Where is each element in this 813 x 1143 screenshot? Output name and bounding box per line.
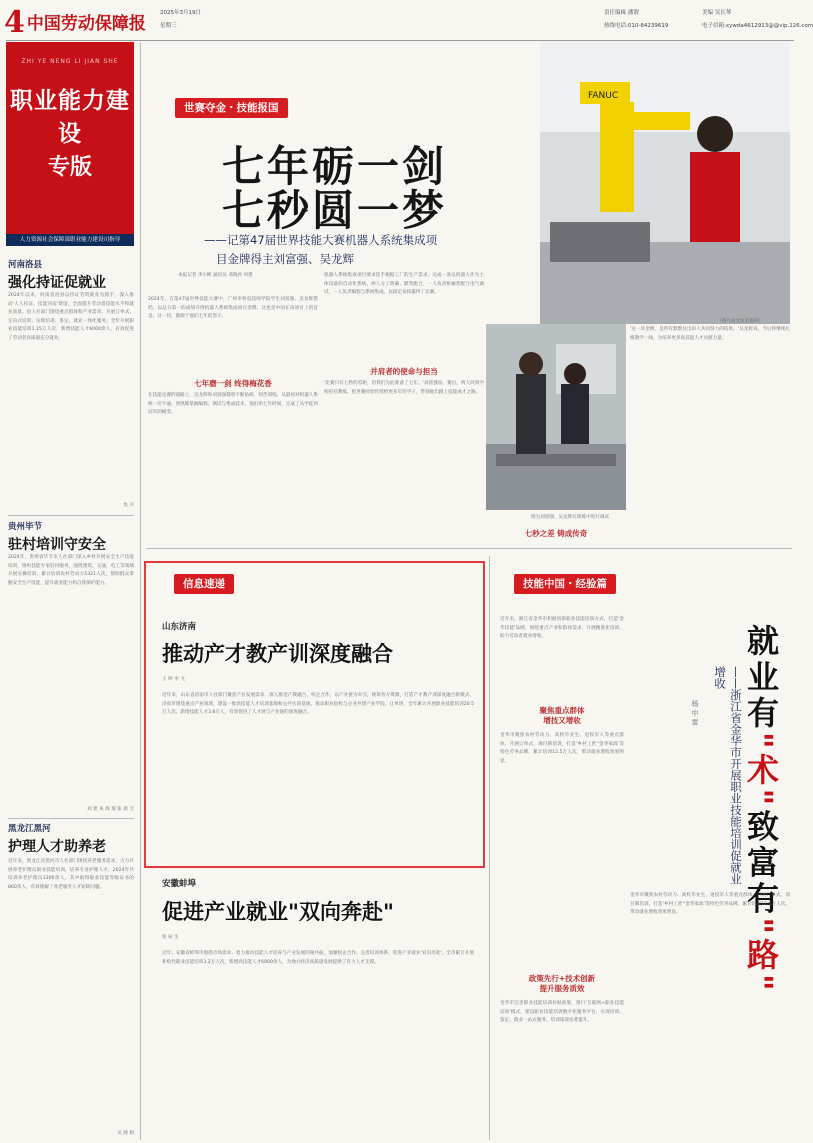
column-rule [140,42,141,1140]
feature-subhead-2: 并肩者的使命与担当 [370,367,438,376]
editor-phone: 热线电话:010-84239619 [604,23,669,29]
left-article1-location: 河南洛县 [8,260,43,270]
skill-intro: 近年来，浙江省金华市积极创新职业技能培训方式，打造'金华技能'品牌，围绕重点产业和群体需求，开展精准化培训，助力劳动者就业增收。 [500,617,624,639]
anhui-title: 促进产业就业"双向奔赴" [162,900,394,924]
feature-byline: 本报记者 李小彬 通讯员 邓晓亮 何建 [178,273,253,278]
info-tag: 信息速递 [174,574,234,594]
left-article1-body: 2024年以来，河南省洛县以持证劳资就业为抓手，深入推动'人人持证、技能河南'建设，全面提升劳动者技能水平和就业质量。县人社部门围绕重点群体和产业需求，开展订单式、定向式培训，实现培训、鉴定、就业一体化服务。全年开展职业技能培训1.15万人次，新增技能人才6000余人，有效促进了劳动者高质量充分就业。 [8,293,134,341]
section-header [6,42,134,234]
left-article1-title: 强化持证促就业 [8,275,106,291]
section-footer: 人力资源社会保障部职业能力建设司指导 [6,234,134,246]
feature-bottom-rule [146,548,792,549]
left-article3-body: 近年来，黑龙江省黑河市人社部门围绕养老服务需求，大力开展养老护理员职业技能培训，培养专业护理人才，2024年共培训养老护理员1200余人，其中取得职业技能等级证书的860余人，有效缓解了养老服务人才短缺问题。 [8,859,134,890]
page-number: 4 [4,5,25,40]
robot-training-photo [486,324,626,510]
section-pinyin: ZHI YE NENG LI JIAN SHE [21,58,119,65]
left-article2-sign: 刘 建 朱 海 瑞 张 新 天 [87,807,134,812]
anhui-location: 安徽蚌埠 [162,879,197,889]
feature-title-line1: 七年砺一剑 [222,142,448,191]
feature-body-1: 2024年，在第47届世界技能大赛中，广州市机电技师学院学生刘富强、吴龙辉搭档，以总分第一的成绩夺得机器人系统集成项目金牌，这也是中国在该项目上的首金。这一切，都源于他们七年的坚守。 [148,297,318,319]
feature-photo-right [540,42,790,324]
feature-deck-line1: ——记第47届世界技能大赛机器人系统集成项 [204,233,438,247]
skill-vertical-deck: ——浙江省金华市开展职业技能培训促就业增收 [713,666,743,885]
skill-vertical-quote-1: "术" [742,732,780,810]
left-article3-location: 黑龙江黑河 [8,824,51,834]
section-type: 专版 [47,154,92,180]
skill-body-1: 金华市聚焦农村劳动力、高校毕业生、退役军人等重点群体，开展订单式、项目制培训，打造'乡村工匠''金华家政'等特色劳务品牌，累计培训12.5万人次，带动就业增收效果明显。 [500,733,624,764]
info-location: 山东济南 [162,622,197,632]
issue-date: 2025年3月19日 [160,10,201,16]
anhui-body: 近年，安徽省蚌埠市围绕市场需求，着力推动技能人才培养与产业发展同频共振，加强校企合作、完善培训体系，促进产业就业'双向奔赴'。全市累计开展补贴性职业技能培训3.2万人次，新增高技能人才6800余人，为地方经济高质量发展提供了有力人才支撑。 [162,951,474,965]
feature-deck-line2: 目金牌得主刘富强、吴龙辉 [216,252,354,266]
feature-body-2: 在技能竞赛的道路上，吴龙辉和刘富强都曾不断钻研、刻苦训练。从最初对机器人系统一窍不通，到熟练掌握编程、调试与集成技术，他们用七年时间，完成了从学徒到冠军的蜕变。 [148,393,318,415]
feature-tag: 世赛夺金・技能报国 [175,98,288,118]
designer-credit: 美编 吴长琴 [702,10,732,16]
left-article1-sign: 仇 兵 [123,503,134,508]
newspaper-name: 中国劳动保障报 [26,14,146,34]
left-article2-body: 2024年，贵州省毕节市人社部门深入乡村开展安全生产技能培训，组织技能专家驻村服务，围绕建筑、交通、电工等领域开展实操培训，累计培训农村劳动力5321人次，帮助群众掌握安全生产技能，提升就业能力和自我保护能力。 [8,555,134,586]
feature-body-3: 机器人系统集成项目要求选手根据工厂的生产需求，完成一条以机器人作为主体设备的自动化系统。两人分工明确、默契配合，一人负责机械装配与电气调试，一人负责编程与系统集成，以稳定发挥赢得了比赛。 [324,273,484,295]
masthead-rule [6,40,794,41]
left-divider2 [8,818,134,819]
skill-author: 杨 中 雷 [691,700,699,726]
info-byline: 王 坤 李 飞 [162,677,185,682]
inner-column-rule [489,556,490,1140]
feature-title-line2: 七秒圆一梦 [222,186,448,235]
skill-vertical-quote-2: "路" [742,917,780,995]
info-title: 推动产才教产训深度融合 [162,642,393,666]
feature-subhead-3: 七秒之差 铸成传奇 [524,529,588,538]
feature-body-4: '比赛只有七秒的差距，但我们为此准备了七年。'刘富强说。赛后，两人回到学校担任教练，把世赛经验传授给更多年轻学子，带领他们踏上技能成才之路。 [324,381,484,395]
feature-body-5: '这一块金牌，是所有默默付出的人共同努力的结果。'吴龙辉说，今后将继续扎根教学一线，为培养更多高技能人才贡献力量。 [630,327,790,341]
issue-weekday: 星期三 [160,23,177,29]
info-body: 近年来，山东省济南市人社部门聚焦产业发展需求，深入推进产教融合、校企合作，以产业链为牵引，统筹各方资源，打造产才教产训深度融合新模式。济南市围绕重点产业领域，建设一批高技能人才培训基地和公共实训基地，推动职业院校与企业共建产业学院、订单班，全年累计开展职业技能培训20.5万人次，新增技能人才3.8万人，有效促进了人才链与产业链的深度融合。 [162,693,474,715]
skill-section-2: 政策先行+技术创新 提升服务质效 [528,974,596,993]
skill-continued: 金华市聚焦农村劳动力、高校毕业生、退役军人等重点群体，开展订单式、项目制培训，打造'乡村工匠''金华家政'等特色劳务品牌，累计培训12.5万人次，带动就业增收效果明显。 [630,893,790,915]
left-article2-location: 贵州毕节 [8,522,43,532]
feature-photo-caption-right: （图片由受访者提供） [717,319,763,324]
anhui-byline: 张 局 生 [162,935,179,940]
skill-vertical-title-2: 致富有 [742,809,780,918]
left-article3-title: 护理人才助养老 [8,839,106,855]
skill-section-1: 聚焦重点群体 增技又增收 [539,706,585,725]
feature-subhead-1: 七年磨一剑 终得梅花香 [194,379,272,388]
left-divider1 [8,515,134,516]
left-article3-sign: 吴 晓 娟 [117,1131,134,1136]
left-article2-title: 驻村培训守安全 [8,537,106,553]
section-name: 职业能力建设 [10,88,130,147]
masthead-logo [4,4,154,42]
editor-email: 电子信箱:xywda4612913@@vip.126.com [702,23,813,29]
skill-vertical-title-1: 就业有 [742,624,780,732]
skill-body-2: 金华市完善职业技能培训补贴政策，推行'互联网+职业技能培训'模式，建设职业技能培训数字化服务平台，实现培训、鉴定、就业一站式服务，培训质效显著提升。 [500,1001,624,1023]
skill-tag: 技能中国・经验篇 [514,574,616,594]
robot-arm-photo [540,42,790,324]
feature-photo-left [486,324,626,510]
svg-text:FANUC: FANUC [588,91,619,101]
editor-credit: 责任编辑 潘谓 [604,10,639,16]
feature-photo-caption-left: 图为刘富强、吴龙辉在训练中进行调试 [530,515,610,520]
